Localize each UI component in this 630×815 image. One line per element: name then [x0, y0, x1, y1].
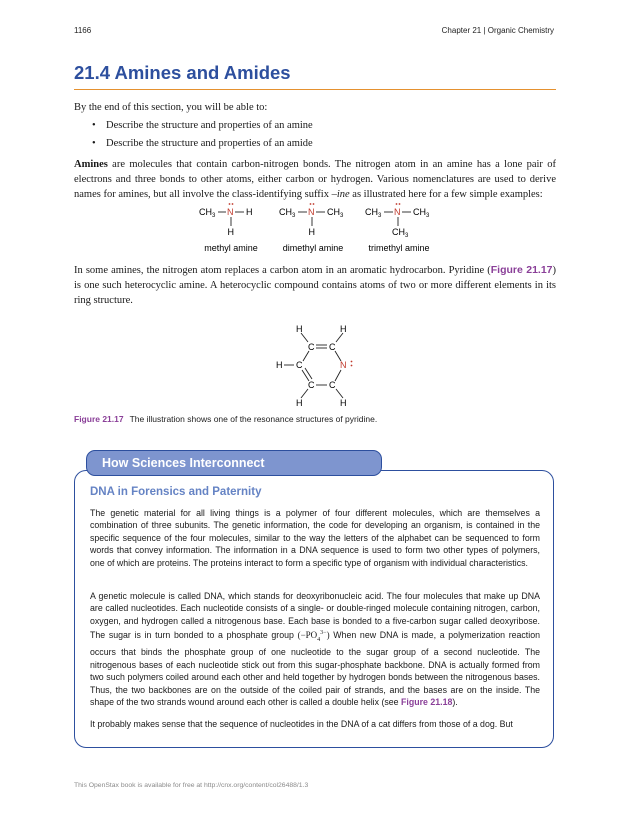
figure-21-17-link[interactable]: Figure 21.17: [490, 264, 553, 276]
dna-text-3: ).: [452, 697, 458, 708]
feature-box-paragraph: It probably makes sense that the sequence of nucleotides in the DNA of a cat differs from those of a dog. But: [90, 719, 513, 729]
amines-suffix: –ine: [331, 189, 350, 200]
hydrogen-atom: H: [308, 227, 315, 237]
section-title: 21.4 Amines and Amides: [74, 62, 291, 83]
chapter-header: Chapter 21 | Organic Chemistry: [441, 26, 554, 35]
carbon-atom: C: [329, 380, 336, 390]
footer-text: This OpenStax book is available for free at http://cnx.org/content/col26488/1.3: [74, 782, 309, 789]
methyl-group: $CH_3$: [365, 207, 382, 219]
hetero-text-2: ) is one such heterocyclic amine. A heterocyclic compound contains atoms of two or more different elements in its ring structure.: [74, 265, 556, 306]
amine-name-methyl: methyl amine: [204, 243, 258, 253]
feature-box-paragraph: [90, 590, 540, 708]
feature-box-header-text: How Sciences Interconnect: [102, 456, 265, 470]
methyl-group: $CH_3$: [279, 207, 296, 219]
nitrogen-atom: N: [394, 207, 401, 217]
amines-text-1: are molecules that contain carbon-nitrogen bonds. The nitrogen atom in an amine has a lone pair of electrons and three bonds to other atoms, either carbon or hydrogen. Various nomenclatures are used to derive names for amines, but all involve the class-identifying suffix: [74, 159, 556, 200]
bullet-dot: •: [92, 120, 96, 131]
methyl-group: $CH_3$: [392, 227, 409, 239]
heterocycle-paragraph: [74, 263, 556, 308]
methyl-amine-structure: [199, 203, 253, 237]
nitrogen-atom: N: [227, 207, 234, 217]
amine-name-dimethyl: dimethyl amine: [282, 243, 344, 253]
hetero-text-1: In some amines, the nitrogen atom replaces a carbon atom in an aromatic hydrocarbon. Pyridine (: [74, 265, 491, 276]
hydrogen-atom: H: [296, 324, 303, 334]
objective-text: Describe the structure and properties of an amine: [106, 120, 313, 131]
feature-box-paragraph: The genetic material for all living things is a polymer of four different molecules, which are themselves a combination of three subunits. The genetic information, the code for developing an organism, is contained in the specific sequence of the four molecules, similar to the way the letters of the alphabet can be sequenced to form words that convey information. The information in a DNA sequence is used to form two other types of polymers, one of which are proteins. The proteins interact to form a specific type of organism with individual characteristics.: [90, 508, 540, 568]
figure-caption: [74, 414, 377, 424]
page-number: 1166: [74, 26, 92, 35]
objectives-intro: By the end of this section, you will be able to:: [74, 102, 268, 113]
pyridine-structure-diagram: [265, 318, 375, 414]
amine-structures-diagram: [180, 200, 460, 260]
hydrogen-atom: H: [276, 360, 283, 370]
methyl-group: $CH_3$: [199, 207, 216, 219]
title-rule: [74, 89, 556, 90]
phosphate-formula: $(-PO_4^{3-})$: [297, 630, 330, 644]
amines-term: Amines: [74, 159, 108, 170]
feature-box-subtitle: DNA in Forensics and Paternity: [90, 486, 262, 498]
objective-item: [92, 120, 313, 131]
amines-text-2: as illustrated here for a few simple examples:: [349, 189, 543, 200]
dna-text-2: When new DNA is made, a polymerization reaction occurs that binds the phosphate group of one nucleotide to the sugar group of a second nucleotide. The nitrogenous bases of each nucleotide stick out from this sugar-phosphate backbone. DNA is actually formed from two such polymers coiled around each other and held together by hydrogen bonds between the nitrogenous bases. Thus, the two backbones are on the outside of the coiled pair of strands, and the bases are on the inside. The shape of the two strands wound around each other is called a double helix (see: [90, 630, 540, 708]
amines-paragraph: [74, 157, 556, 202]
figure-21-18-link[interactable]: Figure 21.18: [401, 697, 453, 708]
hydrogen-atom: H: [340, 324, 347, 334]
dna-text-1: A genetic molecule is called DNA, which stands for deoxyribonucleic acid. The four molecules that make up DNA are called nucleotides. Each nucleotide consists of a single- or double-ringed molecule containing nitrogen, carbon, oxygen, and hydrogen called a nitrogenous base. Each base is bonded to a five-carbon sugar called deoxyribose. The sugar is in turn bonded to a phosphate group: [90, 591, 540, 641]
trimethyl-amine-structure: [365, 203, 430, 239]
hydrogen-atom: H: [246, 207, 253, 217]
objective-text: Describe the structure and properties of an amide: [106, 138, 313, 149]
objective-item: [92, 138, 313, 149]
nitrogen-atom: N: [340, 360, 347, 370]
figure-caption-text: The illustration shows one of the resonance structures of pyridine.: [129, 414, 378, 424]
carbon-atom: C: [308, 380, 315, 390]
bullet-dot: •: [92, 138, 96, 149]
carbon-atom: C: [308, 342, 315, 352]
amine-name-trimethyl: trimethyl amine: [368, 243, 430, 253]
methyl-group: $CH_3$: [413, 207, 430, 219]
carbon-atom: C: [329, 342, 336, 352]
nitrogen-atom: N: [308, 207, 315, 217]
figure-label: Figure 21.17: [74, 414, 124, 424]
carbon-atom: C: [296, 360, 303, 370]
dimethyl-amine-structure: [279, 203, 344, 237]
hydrogen-atom: H: [227, 227, 234, 237]
hydrogen-atom: H: [340, 398, 347, 408]
hydrogen-atom: H: [296, 398, 303, 408]
methyl-group: $CH_3$: [327, 207, 344, 219]
